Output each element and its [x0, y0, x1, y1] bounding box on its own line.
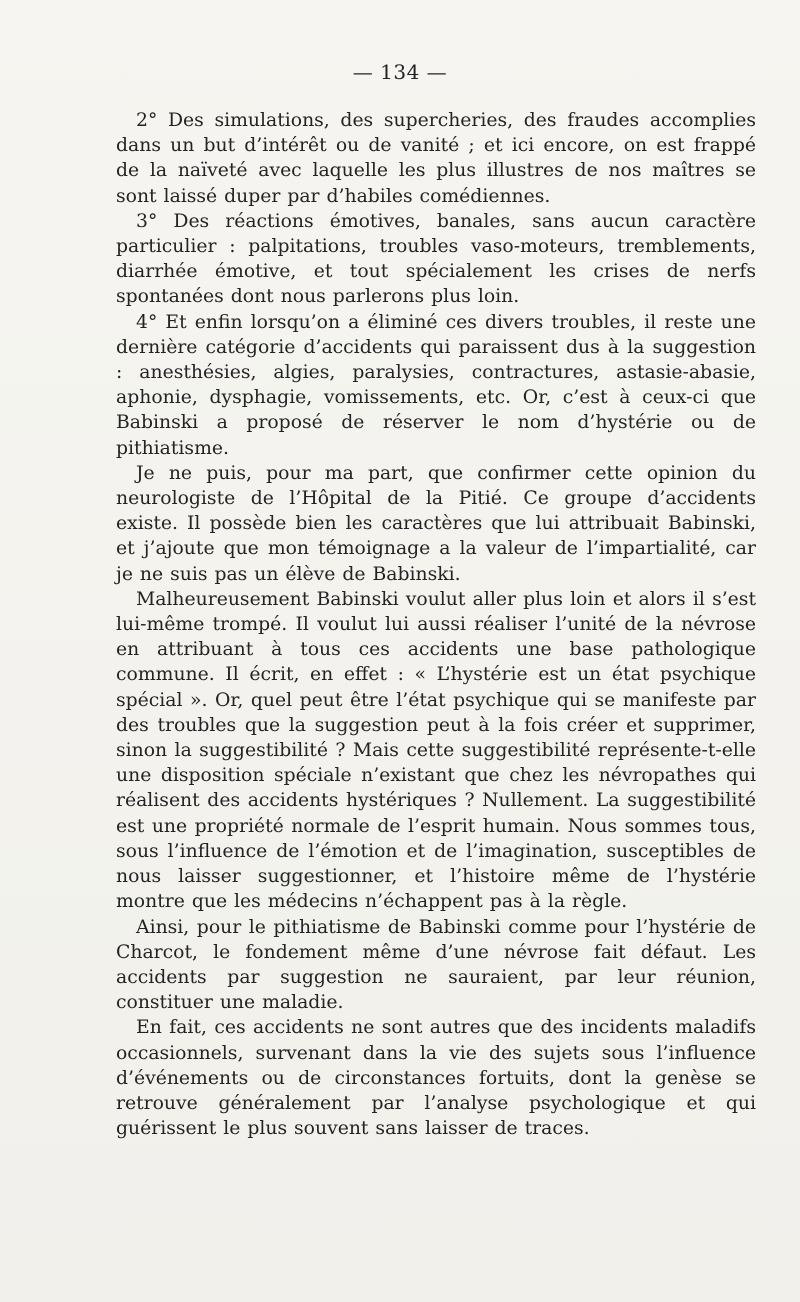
paragraph-4: Je ne puis, pour ma part, que confirmer cette opinion du neurologiste de l’Hôpital de la Pitié. Ce groupe d’accidents existe. Il possède bien les caractères que lui attribuait Babinski, et j’ajoute que mon témoignage a la valeur de l’impartialité, car je ne suis pas un élève de Babinski. — [116, 462, 756, 585]
paragraph-2: 3° Des réactions émotives, banales, sans aucun caractère particulier : palpitations, troubles vaso-moteurs, tremblements, diarrhée émotive, et tout spécialement les crises de nerfs spontanées dont nous parlerons plus loin. — [116, 210, 756, 308]
paragraph-5: Malheureusement Babinski voulut aller plus loin et alors il s’est lui-même trompé. Il voulut lui aussi réaliser l’unité de la névrose en attribuant à tous ces accidents une base pathologique commune. Il écrit, en effet : « L’hystérie est un état psychique spécial ». Or, quel peut être l’état psychique qui se manifeste par des troubles que la suggestion peut à la fois créer et supprimer, sinon la suggestibilité ? Mais cette suggestibilité représente-t-elle une disposition spéciale n’existant que chez les névropathes qui réalisent des accidents hystériques ? Nullement. La suggestibilité est une propriété normale de l’esprit humain. Nous sommes tous, sous l’influence de l’émotion et de l’imagination, susceptibles de nous laisser suggestionner, et l’histoire même de l’hystérie montre que les médecins n’échappent pas à la règle. — [116, 588, 756, 913]
body-text — [116, 108, 756, 1168]
paragraph-7: En fait, ces accidents ne sont autres que des incidents maladifs occasionnels, survenant dans la vie des sujets sous l’influence d’événements ou de circonstances fortuits, dont la genèse se retrouve généralement par l’analyse psychologique et qui guérissent le plus souvent sans laisser de traces. — [116, 1017, 756, 1140]
paragraph-3: 4° Et enfin lorsqu’on a éliminé ces divers troubles, il reste une dernière catégorie d’accidents qui paraissent dus à la suggestion : anesthésies, algies, paralysies, contractures, astasie-abasie, aphonie, dysphagie, vomissements, etc. Or, c’est à ceux-ci que Babinski a proposé de réserver le nom d’hystérie ou de pithiatisme. — [116, 311, 756, 459]
page-number: — 134 — — [352, 60, 448, 84]
paragraph-6: Ainsi, pour le pithiatisme de Babinski comme pour l’hystérie de Charcot, le fondement même d’une névrose fait défaut. Les accidents par suggestion ne sauraient, par leur réunion, constituer une maladie. — [116, 916, 756, 1014]
paragraph-1: 2° Des simulations, des supercheries, des fraudes accomplies dans un but d’intérêt ou de vanité ; et ici encore, on est frappé de la naïveté avec laquelle les plus illustres de nos maîtres se sont laissé duper par d’habiles comédiennes. — [116, 110, 756, 207]
